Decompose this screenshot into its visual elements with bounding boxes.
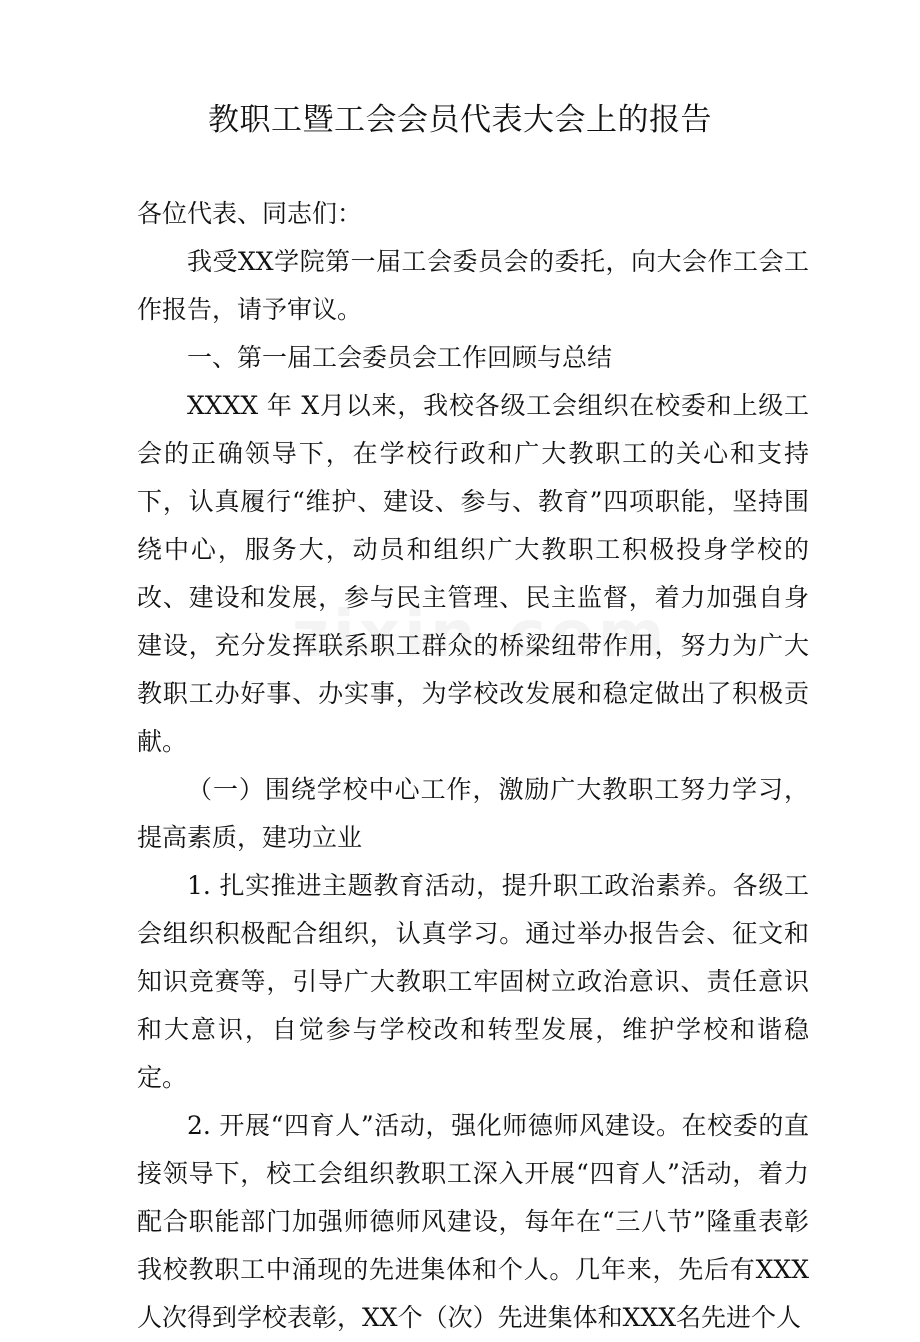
paragraph-item-2: 2. 开展“四育人”活动，强化师德师风建设。在校委的直接领导下，校工会组织教职工深入开展“四育人”活动，着力配合职能部门加强师德师风建设，每年在“三八节”隆重表彰我校教职工中涌现的先进集体和个人。几年来，先后有XXX人次得到学校表彰，XX个（次）先进集体和XXX名先进个人 [137,1111,809,1332]
subsection-heading: （一）围绕学校中心工作，激励广大教职工努力学习，提高素质，建功立业 [137,775,809,852]
document-title: 教职工暨工会会员代表大会上的报告 [208,102,712,138]
paragraph-item-1: 1. 扎实推进主题教育活动，提升职工政治素养。各级工会组织积极配合组织，认真学习。通过举办报告会、征文和知识竞赛等，引导广大教职工牢固树立政治意识、责任意识和大意识，自觉参与学校改和转型发展，维护学校和谐稳定。 [137,871,809,1092]
document-body [137,190,809,1342]
paragraph-intro: 我受XX学院第一届工会委员会的委托，向大会作工会工作报告，请予审议。 [137,247,809,324]
section-heading: 一、第一届工会委员会工作回顾与总结 [187,343,613,372]
salutation: 各位代表、同志们： [137,199,363,228]
paragraph-review: XXXX 年 X月以来，我校各级工会组织在校委和上级工会的正确领导下，在学校行政和广大教职工的关心和支持下，认真履行“维护、建设、参与、教育”四项职能，坚持围绕中心，服务大，动员和组织广大教职工积极投身学校的改、建设和发展，参与民主管理、民主监督，着力加强自身建设，充分发挥联系职工群众的桥梁纽带作用，努力为广大教职工办好事、办实事，为学校改发展和稳定做出了积极贡献。 [137,391,809,756]
